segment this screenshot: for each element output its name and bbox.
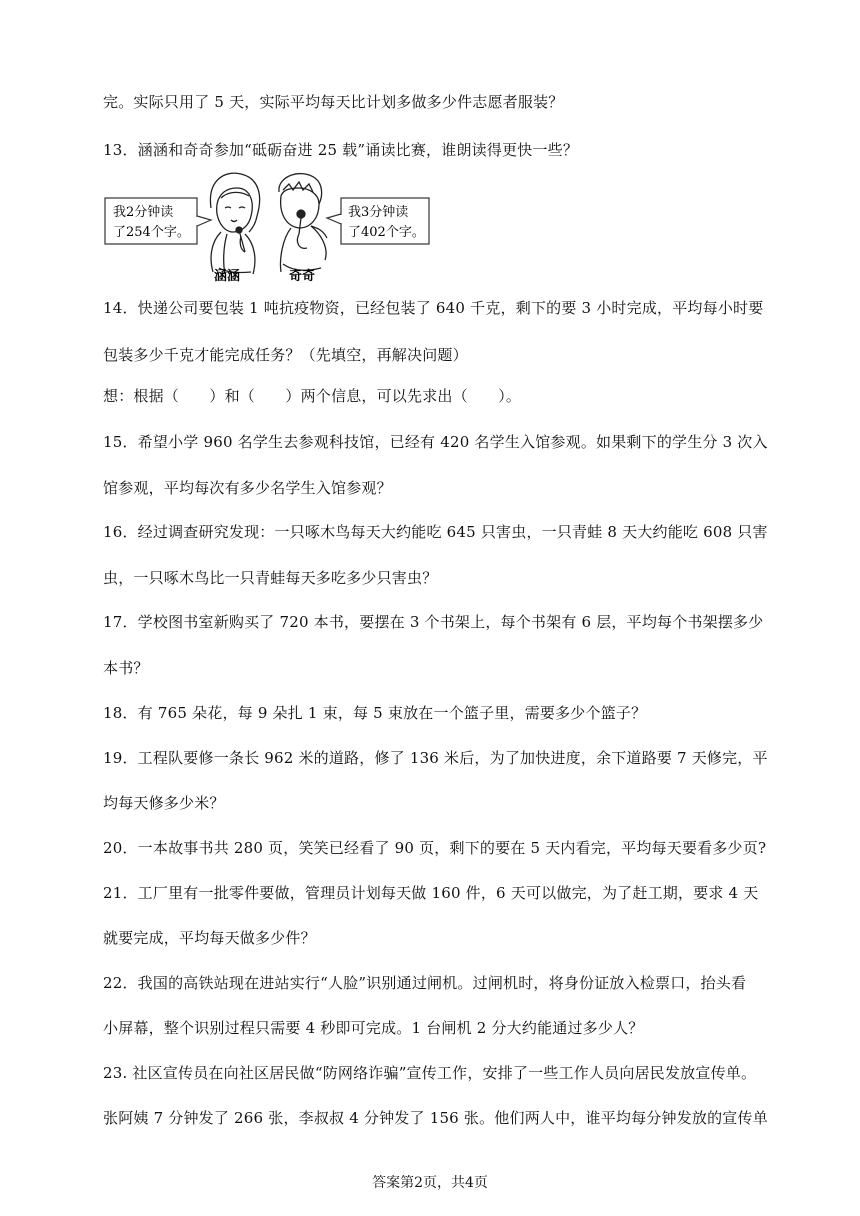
question-17-line2: 本书？ (103, 659, 149, 677)
right-bubble-line2: 了402个字。 (348, 225, 425, 240)
boy-figure (279, 174, 327, 272)
question-23-line1: 23. 社区宣传员在向社区居民做“防网络诈骗”宣传工作，安排了一些工作人员向居民发放宣传单。 (103, 1064, 757, 1082)
question-18: 18．有 765 朵花，每 9 朵扎 1 束，每 5 束放在一个篮子里，需要多少个篮子？ (103, 704, 647, 722)
question-15-line1: 15．希望小学 960 名学生去参观科技馆，已经有 420 名学生入馆参观。如果剩下的学生分 3 次入 (103, 433, 768, 451)
text-line-q12-cont: 完。实际只用了 5 天，实际平均每天比计划多做多少件志愿者服装？ (103, 93, 564, 111)
right-bubble-line1: 我3分钟读 (348, 205, 409, 220)
left-bubble-line1: 我2分钟读 (113, 205, 174, 220)
question-16-line2: 虫，一只啄木鸟比一只青蛙每天多吃多少只害虫？ (103, 569, 438, 587)
question-20: 20．一本故事书共 280 页，笑笑已经看了 90 页，剩下的要在 5 天内看完，平均每天要看多少页? (103, 839, 767, 857)
question-21-line1: 21．工厂里有一批零件要做，管理员计划每天做 160 件，6 天可以做完，为了赶工期，要求 4 天 (103, 884, 759, 902)
reading-illustration (103, 168, 433, 286)
question-21-line2: 就要完成，平均每天做多少件？ (103, 929, 316, 947)
question-17-line1: 17．学校图书室新购买了 720 本书，要摆在 3 个书架上，每个书架有 6 层，平均每个书架摆多少 (103, 613, 764, 631)
left-name-label: 涵涵 (214, 269, 241, 284)
question-19-line1: 19．工程队要修一条长 962 米的道路，修了 136 米后，为了加快进度，余下道路要 7 天修完，平 (103, 749, 768, 767)
question-13: 13．涵涵和奇奇参加“砥砺奋进 25 载”诵读比赛，谁朗读得更快一些？ (103, 141, 579, 159)
question-14-line1: 14．快递公司要包装 1 吨抗疫物资，已经包装了 640 千克，剩下的要 3 小时完成，平均每小时要 (103, 299, 764, 317)
question-15-line2: 馆参观，平均每次有多少名学生入馆参观？ (103, 479, 392, 497)
question-19-line2: 均每天修多少米？ (103, 794, 225, 812)
right-name-label: 奇奇 (289, 269, 316, 284)
question-22-line2: 小屏幕，整个识别过程只需要 4 秒即可完成。1 台闸机 2 分大约能通过多少人？ (103, 1019, 644, 1037)
question-14-prompt: 想：根据（ ）和（ ）两个信息，可以先求出（ ）。 (103, 387, 522, 405)
page-footer: 答案第2页，共4页 (372, 1175, 488, 1191)
question-14-line2: 包装多少千克才能完成任务？（先填空，再解决问题） (103, 346, 468, 364)
question-22-line1: 22．我国的高铁站现在进站实行“人脸”识别通过闸机。过闸机时，将身份证放入检票口，抬头看 (103, 974, 747, 992)
question-23-line2: 张阿姨 7 分钟发了 266 张，李叔叔 4 分钟发了 156 张。他们两人中，谁平均每分钟发放的宣传单 (103, 1109, 768, 1127)
question-16-line1: 16．经过调查研究发现：一只啄木鸟每天大约能吃 645 只害虫，一只青蛙 8 天大约能吃 608 只害 (103, 523, 768, 541)
left-bubble-line2: 了254个字。 (113, 225, 190, 240)
girl-figure (210, 173, 259, 274)
